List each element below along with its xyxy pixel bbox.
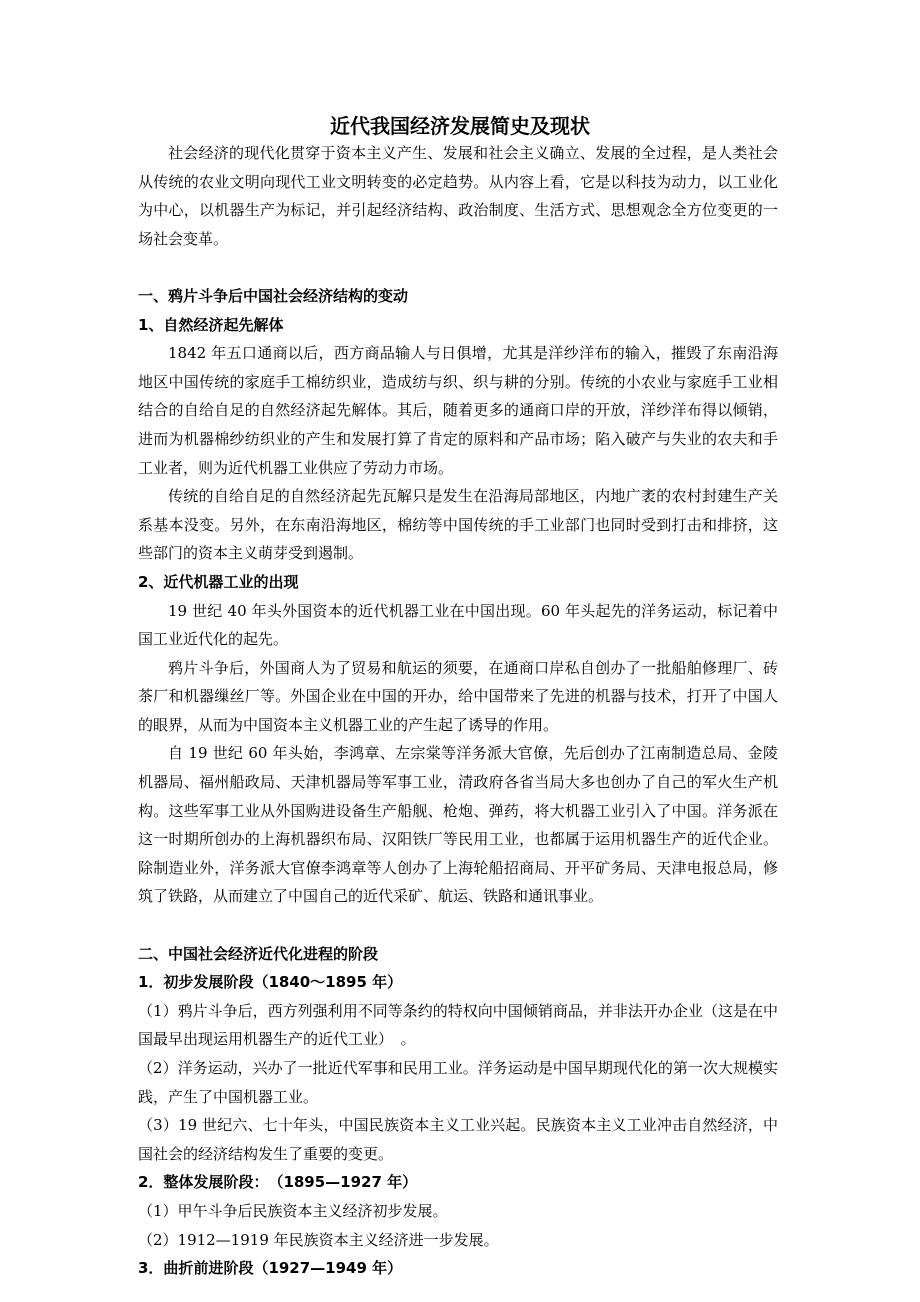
spacer <box>138 911 778 940</box>
list-item: （1）甲午斗争后民族资本主义经济初步发展。 <box>138 1201 448 1220</box>
spacer <box>138 253 778 282</box>
paragraph: 传统的自给自足的自然经济起先瓦解只是发生在沿海局部地区，内地广袤的农村封建生产关系基本没变。另外，在东南沿海地区，棉纺等中国传统的手工业部门也同时受到打击和排挤，这些部门的资本主义萌芽受到遏制。 <box>138 487 778 563</box>
subsection-1-2-heading: 2、近代机器工业的出现 <box>138 572 299 591</box>
subsection-1-1-heading: 1、自然经济起先解体 <box>138 315 284 334</box>
stage-1-heading: 1．初步发展阶段（1840～1895 年） <box>138 973 403 992</box>
list-item: （3）19 世纪六、七十年头，中国民族资本主义工业兴起。民族资本主义工业冲击自然经济，中国社会的经济结构发生了重要的变更。 <box>138 1116 778 1163</box>
intro-paragraph: 社会经济的现代化贯穿于资本主义产生、发展和社会主义确立、发展的全过程，是人类社会从传统的农业文明向现代工业文明转变的必定趋势。从内容上看，它是以科技为动力，以工业化为中心，以机器生产为标记，并引起经济结构、政治制度、生活方式、思想观念全方位变更的一场社会变革。 <box>138 144 778 248</box>
paragraph: 鸦片斗争后，外国商人为了贸易和航运的须要，在通商口岸私自创办了一批船舶修理厂、砖茶厂和机器缫丝厂等。外国企业在中国的开办，给中国带来了先进的机器与技术，打开了中国人的眼界，从而为中国资本主义机器工业的产生起了诱导的作用。 <box>138 658 778 734</box>
stage-2-heading: 2．整体发展阶段： （1895—1927 年） <box>138 1173 418 1192</box>
list-item: （2）洋务运动，兴办了一批近代军事和民用工业。洋务运动是中国早期现代化的第一次大规模实践，产生了中国机器工业。 <box>138 1059 778 1106</box>
list-item: （1）鸦片斗争后，西方列强利用不同等条约的特权向中国倾销商品，并非法开办企业（这是在中国最早出现运用机器生产的近代工业） 。 <box>138 1001 778 1049</box>
list-item: （2）1912—1919 年民族资本主义经济进一步发展。 <box>138 1230 499 1249</box>
section-1-heading: 一、鸦片斗争后中国社会经济结构的变动 <box>138 286 409 305</box>
section-2-heading: 二、中国社会经济近代化进程的阶段 <box>138 944 379 963</box>
paragraph: 19 世纪 40 年头外国资本的近代机器工业在中国出现。60 年头起先的洋务运动，标记着中国工业近代化的起先。 <box>138 601 778 649</box>
stage-3-heading: 3．曲折前进阶段（1927—1949 年） <box>138 1259 403 1278</box>
document-body <box>138 139 778 1283</box>
document-title: 近代我国经济发展简史及现状 <box>330 114 590 138</box>
paragraph: 1842 年五口通商以后，西方商品输人与日俱增，尤其是洋纱洋布的输入，摧毁了东南沿海地区中国传统的家庭手工棉纺织业，造成纺与织、织与耕的分别。传统的小农业与家庭手工业相结合的自给自足的自然经济起先解体。其后，随着更多的通商口岸的开放，洋纱洋布得以倾销，进而为机器棉纱纺织业的产生和发展打算了肯定的原料和产品市场；陷入破产与失业的农夫和手工业者，则为近代机器工业供应了劳动力市场。 <box>138 344 778 477</box>
paragraph: 自 19 世纪 60 年头始，李鸿章、左宗棠等洋务派大官僚，先后创办了江南制造总局、金陵机器局、福州船政局、天津机器局等军事工业，清政府各省当局大多也创办了自己的军火生产机构。这些军事工业从外国购进设备生产船舰、枪炮、弹药，将大机器工业引入了中国。洋务派在这一时期所创办的上海机器织布局、汉阳铁厂等民用工业，也都属于运用机器生产的近代企业。除制造业外，洋务派大官僚李鸿章等人创办了上海轮船招商局、开平矿务局、天津电报总局，修筑了铁路，从而建立了中国自己的近代采矿、航运、铁路和通讯事业。 <box>138 744 778 906</box>
